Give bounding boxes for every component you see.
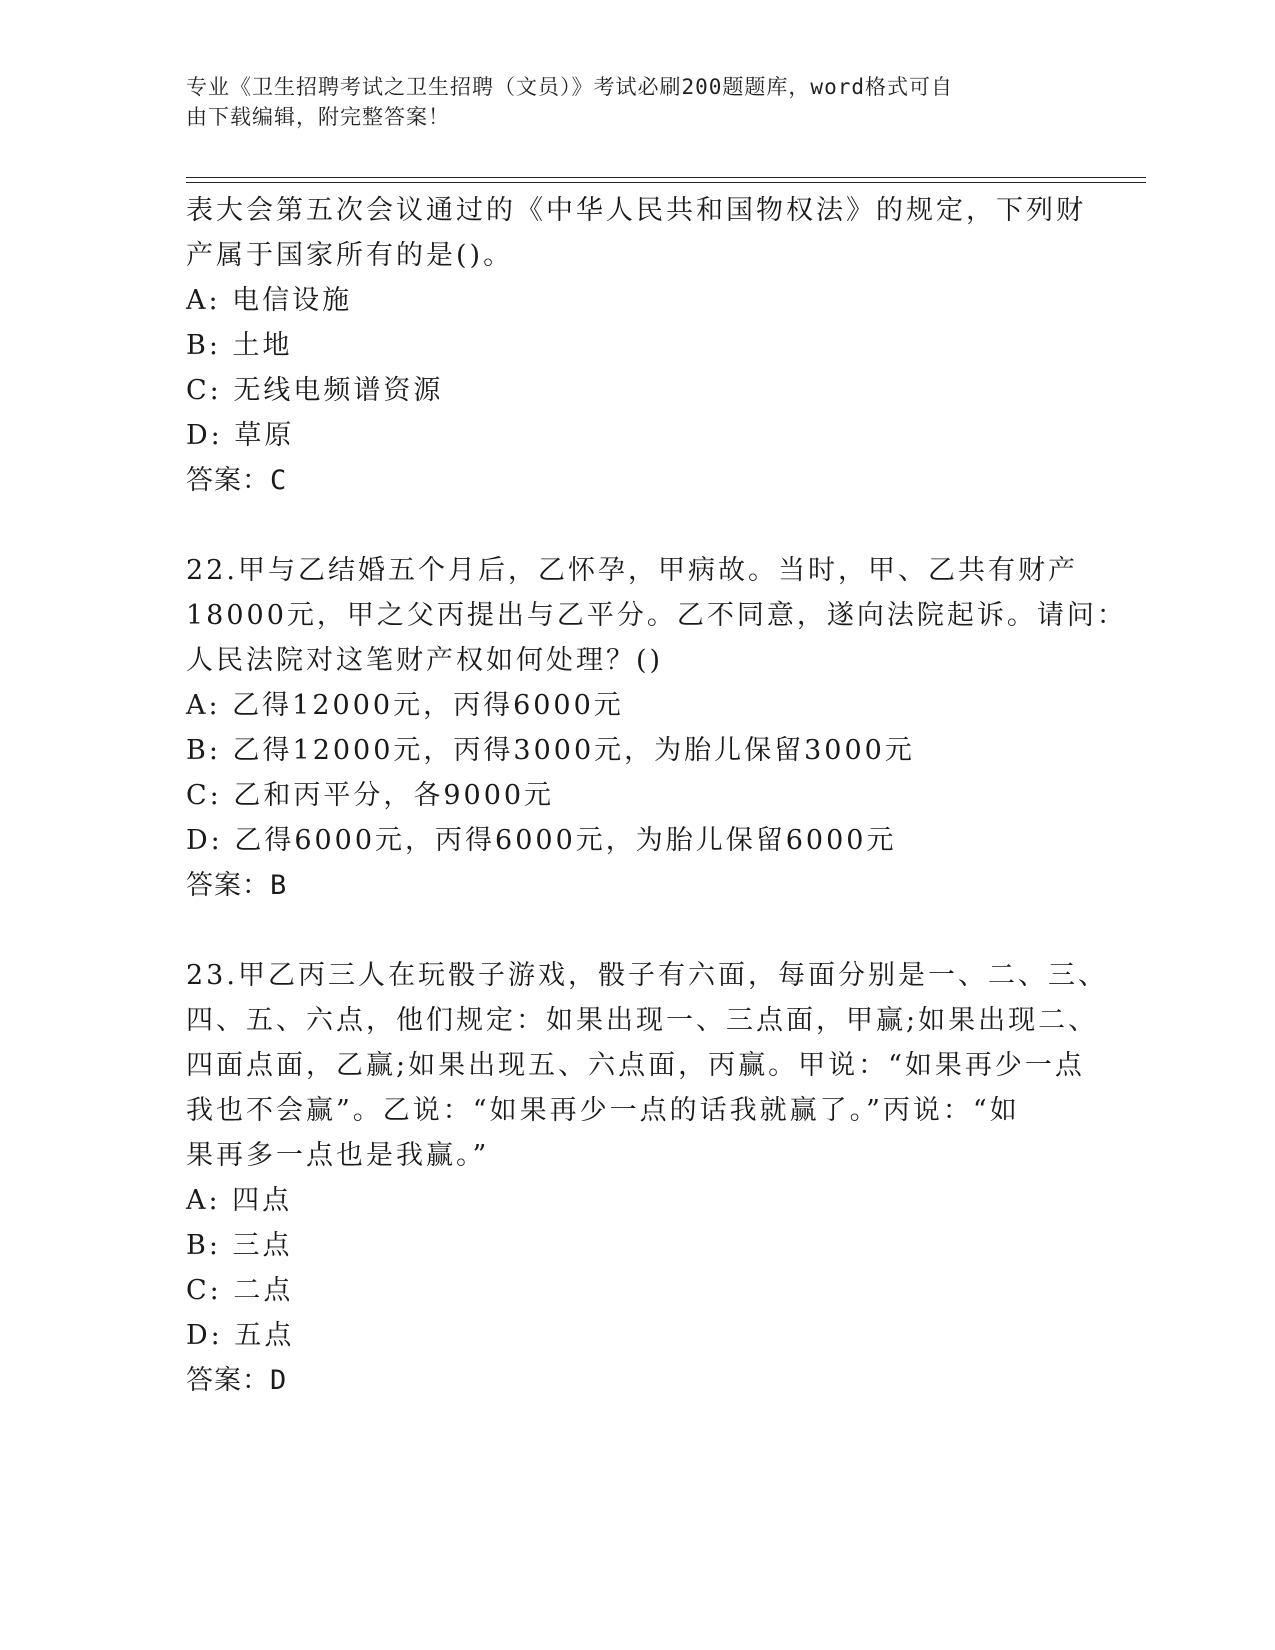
- question-stem-line: 四面点面，乙赢;如果出现五、六点面，丙赢。甲说：“如果再少一点: [186, 1050, 1085, 1081]
- question-stem-line: 表大会第五次会议通过的《中华人民共和国物权法》的规定，下列财: [186, 195, 1086, 226]
- header-divider-top: [186, 177, 1146, 178]
- question-list: [186, 188, 1127, 1403]
- option-c: C: 二点: [186, 1275, 294, 1306]
- question-stem-line: 我也不会赢”。乙说：“如果再少一点的话我就赢了。”丙说：“如: [186, 1095, 1020, 1126]
- question-22: [186, 548, 1127, 908]
- option-b: B: 土地: [186, 330, 293, 361]
- option-a: A: 乙得12000元，丙得6000元: [186, 690, 624, 721]
- header-divider-bottom: [186, 182, 1146, 183]
- option-d: D: 五点: [186, 1320, 295, 1351]
- option-b: B: 乙得12000元，丙得3000元，为胎儿保留3000元: [186, 735, 915, 766]
- header-line-2: 由下载编辑，附完整答案！: [186, 105, 450, 129]
- question-stem-line: 人民法院对这笔财产权如何处理？(): [186, 645, 664, 676]
- question-spacer: [186, 908, 1086, 953]
- option-d: D: 乙得6000元，丙得6000元，为胎儿保留6000元: [186, 825, 897, 856]
- question-stem-line: 23.甲乙丙三人在玩骰子游戏，骰子有六面，每面分别是一、二、三、: [186, 960, 1108, 991]
- question-stem-line: 产属于国家所有的是()。: [186, 240, 514, 271]
- option-c: C: 无线电频谱资源: [186, 375, 444, 406]
- answer-line: 答案：C: [186, 465, 288, 496]
- question-stem-line: 四、五、六点，他们规定：如果出现一、三点面，甲赢;如果出现二、: [186, 1005, 1099, 1036]
- question-stem-line: 果再多一点也是我赢。”: [186, 1140, 490, 1171]
- answer-line: 答案：D: [186, 1365, 288, 1396]
- option-b: B: 三点: [186, 1230, 293, 1261]
- option-c: C: 乙和丙平分，各9000元: [186, 780, 555, 811]
- question-23: [186, 953, 1108, 1403]
- option-a: A: 电信设施: [186, 285, 353, 316]
- header-line-1: 专业《卫生招聘考试之卫生招聘（文员）》考试必刷200题题库，word格式可自: [186, 75, 953, 99]
- answer-line: 答案：B: [186, 870, 288, 901]
- document-header: [186, 72, 1076, 132]
- question-stem-line: 18000元，甲之父丙提出与乙平分。乙不同意，遂向法院起诉。请问：: [186, 600, 1127, 631]
- option-d: D: 草原: [186, 420, 295, 451]
- question-spacer: [186, 503, 1086, 548]
- question-21: [186, 188, 1086, 503]
- question-stem-line: 22.甲与乙结婚五个月后，乙怀孕，甲病故。当时，甲、乙共有财产: [186, 555, 1078, 586]
- option-a: A: 四点: [186, 1185, 293, 1216]
